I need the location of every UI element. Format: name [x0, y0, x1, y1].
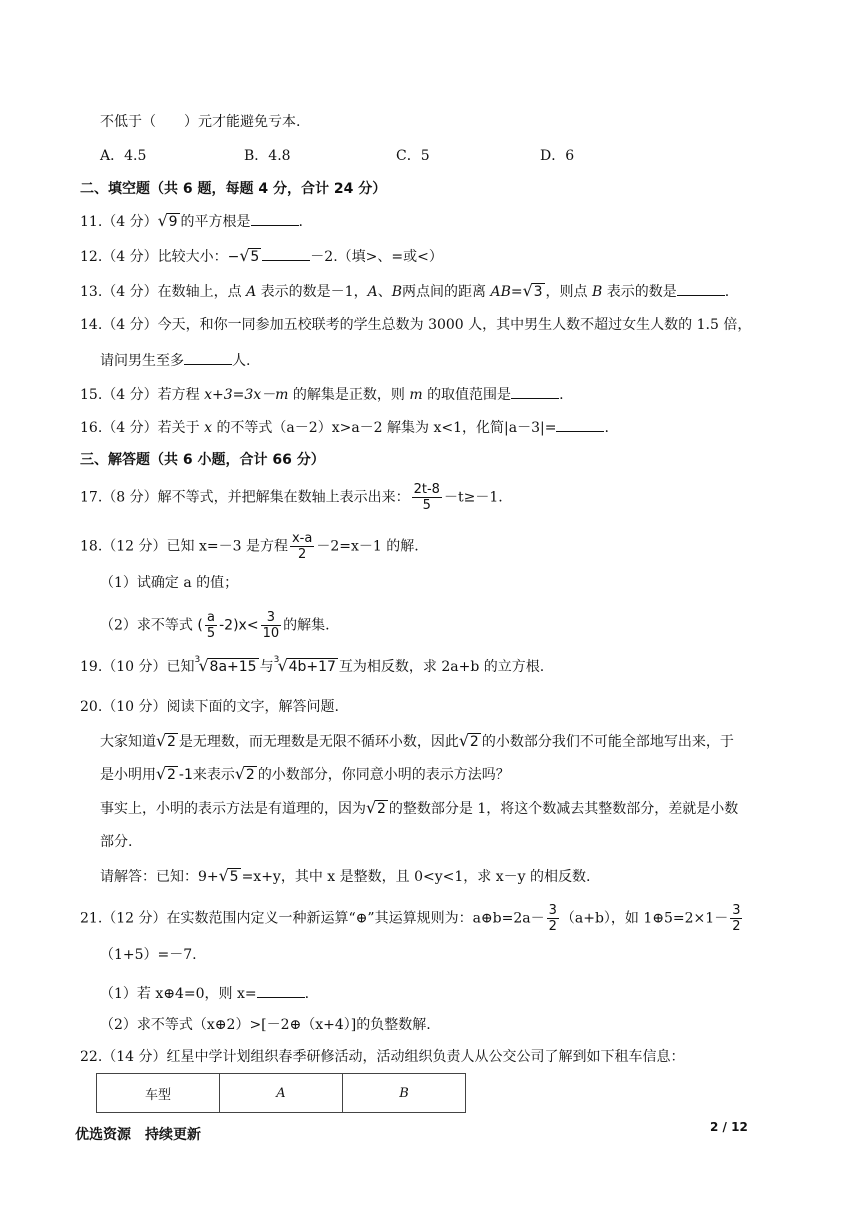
q15: 15.（4 分）若方程 x+3=3x－m 的解集是正数，则 m 的取值范围是 . [80, 384, 564, 405]
q20-line2: 是小明用 √ 2 -1来表示 √ 2 的小数部分，你同意小明的表示方法吗？ [100, 764, 510, 783]
q12: 12.（4 分）比较大小：− √ 5 －2.（填>、=或<） [80, 246, 443, 265]
q21-part1: （1）若 x⊕4=0，则 x= . [100, 983, 309, 1004]
bus-rental-table [96, 1073, 466, 1113]
section3-heading: 三、解答题（共 6 小题，合计 66 分） [80, 452, 325, 468]
footer-text: 优选资源 持续更新 [75, 1127, 201, 1143]
q18: 18.（12 分）已知 x=－3 是方程 $\frac{x-a}{2}$ －2=x－1 的解. [80, 531, 419, 562]
q17: 17.（8 分）解不等式，并把解集在数轴上表示出来： $\frac{2t-8}{5}$ －t≥－1. [80, 482, 503, 513]
q20-line3: 事实上，小明的表示方法是有道理的，因为 √ 2 的整数部分是 1，将这个数减去其整数部分，差就是小数 [100, 798, 739, 817]
q10-tail: 不低于（ ）元才能避免亏本. [100, 114, 301, 130]
q20-line5: 请解答：已知：9+ √ 5 =x+y，其中 x 是整数，且 0<y<1，求 x－y 的相反数. [100, 866, 591, 885]
q11: 11.（4 分） √ 9 的平方根是 . [80, 211, 303, 230]
q10-option-a: A．4.5 [100, 148, 147, 164]
table-cell-b: B [343, 1074, 466, 1113]
q21-line1: 21.（12 分）在实数范围内定义一种新运算“⊕”其运算规则为：a⊕b=2a－ $\frac{3}{2}$ （a+b），如 1⊕5=2×1－ $\frac{3}{2}$ [80, 903, 741, 934]
q10-option-d: D．6 [540, 148, 575, 164]
q10-option-c: C．5 [396, 148, 430, 164]
q10-option-b: B．4.8 [244, 148, 291, 164]
q13: 13.（4 分）在数轴上，点 A 表示的数是－1，A、B两点间的距离 AB= √ 3 ，则点 B 表示的数是 . [80, 281, 730, 300]
q20-line1: 大家知道 √ 2 是无理数，而无理数是无限不循环小数，因此 √ 2 的小数部分我们不可能全部地写出来，于 [100, 731, 734, 750]
q16: 16.（4 分）若关于 x 的不等式（a－2）x>a－2 解集为 x<1，化简|a－3|= . [80, 417, 609, 438]
q20-line4: 部分. [100, 834, 133, 850]
q14-line1: 14.（4 分）今天，和你一同参加五校联考的学生总数为 3000 人，其中男生人数不超过女生人数的 1.5 倍， [80, 317, 752, 333]
q19: 19.（10 分）已知 3 √ 8a+15 与 3 √ 4b+17 互为相反数，求 2a+b 的立方根. [80, 655, 545, 675]
section2-heading: 二、填空题（共 6 题，每题 4 分，合计 24 分） [80, 181, 387, 197]
q18-part1: （1）试确定 a 的值； [100, 575, 239, 591]
q21-part2: （2）求不等式（x⊕2）>[－2⊕（x+4）]的负整数解. [100, 1017, 431, 1033]
page-number: 2 / 12 [710, 1120, 748, 1134]
q22: 22.（14 分）红星中学计划组织春季研修活动，活动组织负责人从公交公司了解到如下租车信息： [80, 1049, 685, 1065]
table-cell-a: A [220, 1074, 343, 1113]
q20: 20.（10 分）阅读下面的文字，解答问题. [80, 699, 339, 715]
sqrt-9: √ 9 [157, 211, 178, 230]
table-cell-vehicle-type: 车型 [97, 1074, 220, 1113]
q21-line2: （1+5）=－7. [100, 947, 197, 963]
q18-part2: （2）求不等式 ( $\frac{a}{5}$ -2)x< $\frac{3}{10}$ 的解集. [100, 610, 330, 641]
q14-line2: 请问男生至多 人. [100, 350, 250, 371]
